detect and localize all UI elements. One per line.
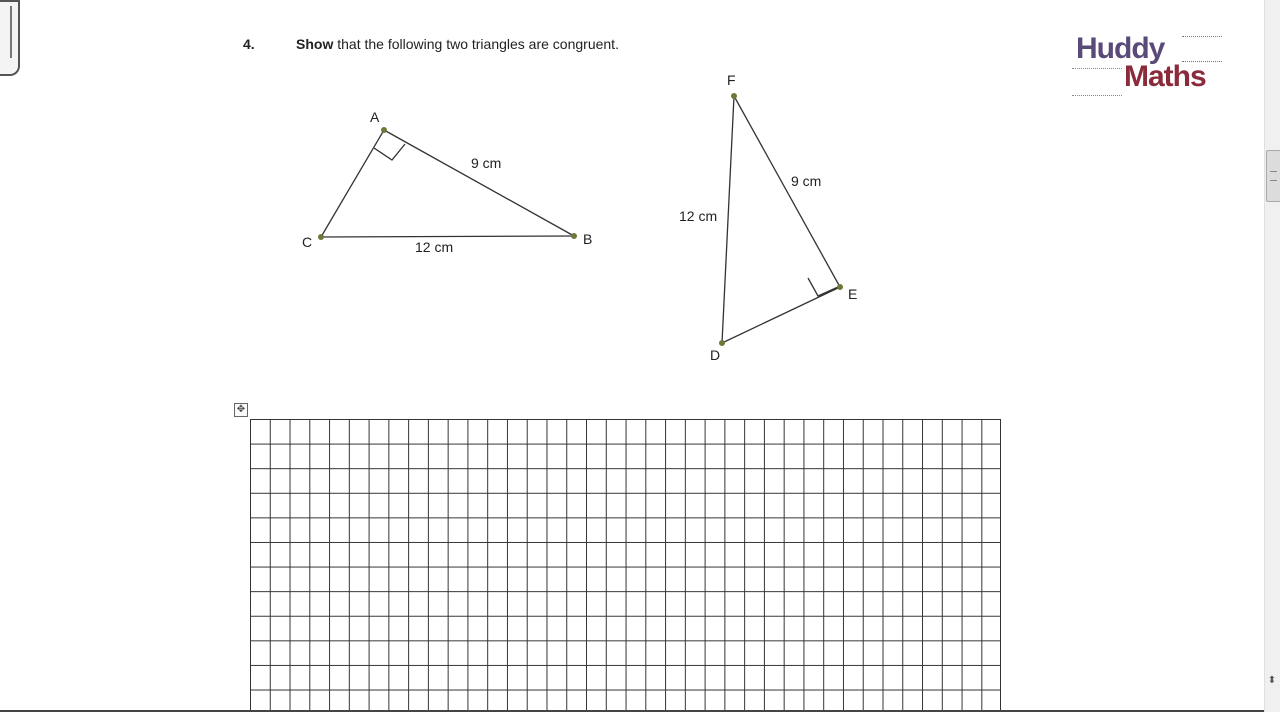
question-body: that the following two triangles are congruent. xyxy=(333,36,619,52)
grid-right-border xyxy=(1000,419,1001,712)
label-c: C xyxy=(302,234,313,250)
side-de xyxy=(722,287,840,343)
label-fe-length: 9 cm xyxy=(791,173,822,189)
label-a: A xyxy=(370,109,380,125)
vertex-b-dot xyxy=(571,233,577,239)
vertex-c-dot xyxy=(318,234,324,240)
right-angle-marker-a xyxy=(374,144,405,160)
logo-word-maths: Maths xyxy=(1124,60,1206,93)
side-cb xyxy=(321,236,574,237)
side-fd xyxy=(722,96,734,343)
label-fd-length: 12 cm xyxy=(679,208,718,224)
triangle-abc xyxy=(321,130,574,237)
label-cb-length: 12 cm xyxy=(415,239,454,255)
working-grid[interactable] xyxy=(250,419,1001,712)
label-ab-length: 9 cm xyxy=(471,155,502,171)
right-angle-marker-e xyxy=(808,278,838,296)
table-move-handle-icon[interactable]: ✥ xyxy=(234,403,248,417)
vertical-scrollbar[interactable] xyxy=(1264,0,1280,712)
scrollbar-thumb[interactable] xyxy=(1266,150,1280,202)
side-fe xyxy=(734,96,840,287)
question-number: 4. xyxy=(243,36,255,52)
vertex-e-dot xyxy=(837,284,843,290)
label-e: E xyxy=(848,286,858,302)
triangle-def xyxy=(722,96,840,343)
vertex-d-dot xyxy=(719,340,725,346)
side-ab xyxy=(384,130,574,236)
label-b: B xyxy=(583,231,593,247)
vertex-f-dot xyxy=(731,93,737,99)
side-ac xyxy=(321,130,384,237)
scroll-down-icon[interactable]: ⬍ xyxy=(1267,675,1277,686)
question-emphasis: Show xyxy=(296,36,334,52)
label-f: F xyxy=(727,72,736,88)
logo-word-huddy: Huddy xyxy=(1076,32,1165,65)
vertex-a-dot xyxy=(381,127,387,133)
label-d: D xyxy=(710,347,721,363)
